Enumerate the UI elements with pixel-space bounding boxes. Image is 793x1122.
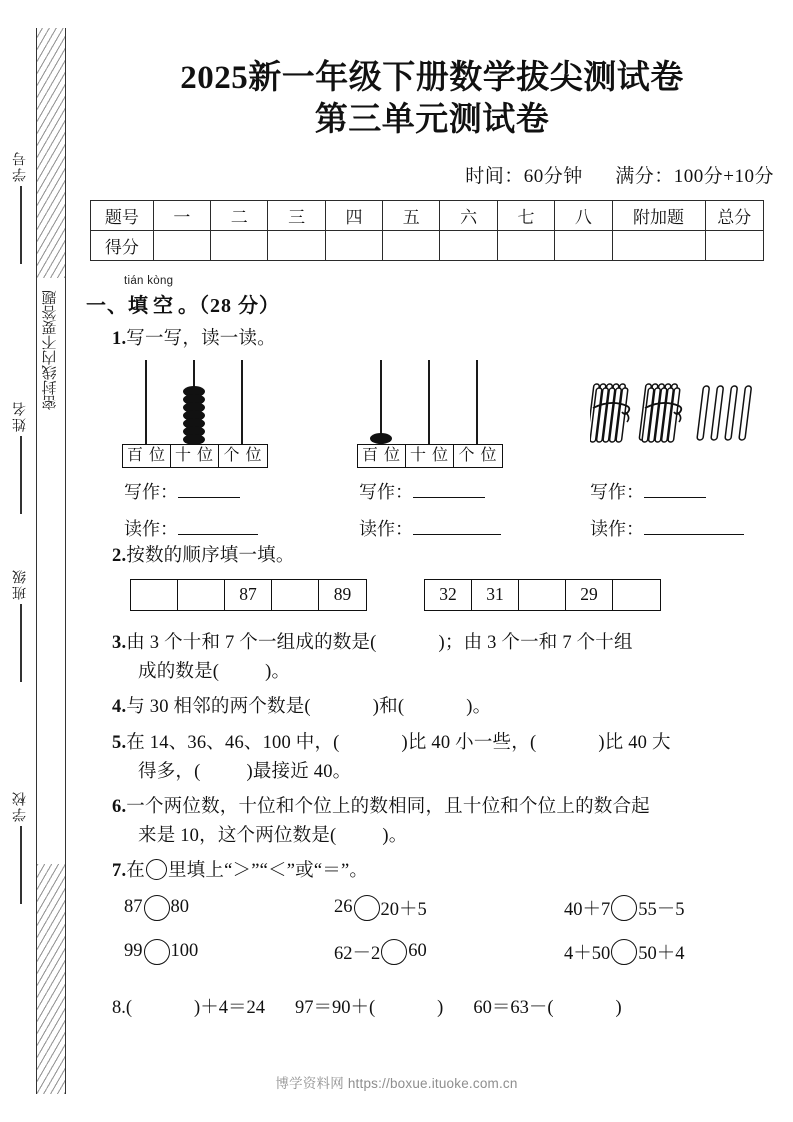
read-label-3: 读作：	[590, 518, 644, 539]
section-one-punct: 。	[178, 294, 199, 317]
write-row-3	[590, 478, 744, 504]
question-1-text: 写一写，读一读。	[126, 328, 276, 349]
score-table-score-row	[91, 230, 764, 260]
strip-left-cell-2[interactable]	[178, 580, 225, 610]
place-label-tens-2: 十 位	[406, 445, 454, 467]
question-5-line1-b: )比 40 小一些，(	[401, 732, 537, 753]
strip-right-cell-3[interactable]	[519, 580, 566, 610]
place-label-ones-2: 个 位	[458, 446, 498, 464]
strip-right-cell-5[interactable]	[613, 580, 660, 610]
strip-left-cell-1[interactable]	[131, 580, 178, 610]
question-4-number: 4.	[112, 697, 127, 718]
compare-circle-r1c2[interactable]	[354, 895, 380, 921]
score-col-4: 四	[325, 200, 382, 230]
rod-ones-1	[241, 360, 243, 444]
place-label-hundreds-2: 百 位	[358, 445, 406, 467]
score-col-extra: 附加题	[612, 200, 705, 230]
compare-item-r1c3	[564, 895, 685, 921]
score-col-7: 七	[497, 200, 554, 230]
question-5-line2-a: 得多，(	[138, 761, 201, 782]
question-6-line-2	[138, 822, 778, 851]
number-strip-right	[424, 579, 661, 611]
compare-circle-r2c1[interactable]	[144, 939, 170, 965]
score-cell-6[interactable]	[440, 230, 497, 260]
place-labels-2	[357, 444, 503, 468]
compare-circle-r1c1[interactable]	[144, 895, 170, 921]
score-cell-5[interactable]	[383, 230, 440, 260]
section-one-name-2: 空	[153, 294, 178, 317]
score-table-header-row	[91, 200, 764, 230]
score-cell-2[interactable]	[211, 230, 268, 260]
write-label-2: 写作：	[359, 481, 413, 502]
question-1-number: 1.	[112, 328, 127, 349]
info-rule-xuehao	[20, 186, 21, 264]
rod-hundreds-1	[145, 360, 147, 444]
rod-hundreds-2	[380, 360, 382, 444]
compare-left-r2c1: 99	[124, 941, 143, 962]
score-cell-3[interactable]	[268, 230, 325, 260]
compare-item-r2c1	[124, 939, 198, 965]
place-label-hundreds-1: 百 位	[123, 445, 171, 467]
compare-right-r1c3: 55－5	[638, 899, 685, 920]
question-5	[112, 729, 778, 787]
write-row-1	[124, 478, 258, 504]
question-3	[112, 629, 778, 687]
footer-watermark: 博学资料网 https://boxue.ituoke.com.cn	[275, 1076, 518, 1091]
compare-left-r1c2: 26	[334, 897, 353, 918]
compare-circle-r1c3[interactable]	[611, 895, 637, 921]
question-5-number: 5.	[112, 732, 127, 753]
question-5-line1-c: )比 40 大	[598, 732, 671, 753]
read-blank-3[interactable]	[644, 520, 744, 535]
strip-right-cell-1: 32	[425, 580, 472, 610]
score-cell-7[interactable]	[497, 230, 554, 260]
write-blank-2[interactable]	[413, 483, 485, 498]
write-read-group-1	[124, 478, 258, 552]
compare-right-r2c1: 100	[170, 941, 199, 962]
strip-right-cell-2: 31	[472, 580, 519, 610]
question-7-text-a: 在	[126, 861, 145, 882]
info-label-xingming: 姓名	[13, 400, 28, 432]
question-2-text: 按数的顺序填一填。	[126, 545, 295, 566]
seal-hatch-top	[37, 28, 65, 278]
score-col-5: 五	[383, 200, 440, 230]
compare-item-r1c2	[334, 895, 427, 921]
question-3-line-2	[138, 658, 778, 687]
stick-bundles-figure	[590, 382, 760, 449]
seal-vertical-text: 密封线内不要答题	[42, 290, 59, 410]
question-8-item1-b: )＋4＝24	[194, 997, 265, 1018]
question-3-number: 3.	[112, 632, 127, 653]
score-table-row-label-defen: 得分	[91, 230, 154, 260]
question-6-line-1: 一个两位数，十位和个位上的数相同，且十位和个位上的数合起	[126, 797, 650, 818]
write-read-group-2	[359, 478, 501, 552]
read-row-3	[590, 515, 744, 541]
question-8-item1-a: (	[125, 997, 133, 1018]
read-label-1: 读作：	[124, 518, 178, 539]
question-1-figures	[112, 360, 778, 540]
score-col-total: 总分	[705, 200, 763, 230]
read-row-1	[124, 515, 258, 541]
info-label-xuehao: 学号	[13, 150, 28, 182]
info-field-xingming[interactable]	[6, 400, 36, 514]
question-7	[112, 857, 778, 886]
question-6-line2-a: 来是 10，这个两位数是(	[138, 826, 337, 847]
compare-left-r1c1: 87	[124, 897, 143, 918]
section-one-title	[86, 289, 280, 318]
page-title-line-2: 第三单元测试卷	[314, 102, 550, 139]
section-one-heading	[86, 274, 778, 321]
score-col-1: 一	[153, 200, 210, 230]
question-5-line-2	[138, 758, 778, 787]
question-7-compare-rows	[112, 895, 778, 983]
strip-left-cell-3: 87	[225, 580, 272, 610]
score-col-6: 六	[440, 200, 497, 230]
sticks-svg	[590, 382, 760, 444]
time-label: 时间：60分钟	[465, 165, 583, 187]
strip-right-cell-4: 29	[566, 580, 613, 610]
score-cell-extra[interactable]	[612, 230, 705, 260]
read-blank-1[interactable]	[178, 520, 258, 535]
write-label-3: 写作：	[590, 481, 644, 502]
question-3-line1-a: 由 3 个十和 7 个一组成的数是(	[126, 632, 377, 653]
section-one-points: （28 分）	[199, 294, 280, 317]
question-8	[112, 993, 778, 1019]
place-label-tens-1: 十 位	[171, 445, 219, 467]
question-6-number: 6.	[112, 797, 127, 818]
strip-left-cell-5: 89	[333, 583, 352, 604]
info-rule-xuexiao	[20, 826, 21, 904]
question-8-item3-a: 60＝63－(	[473, 997, 554, 1018]
score-col-2: 二	[211, 200, 268, 230]
info-rule-banji	[20, 604, 21, 682]
question-8-item2-a: 97＝90＋(	[294, 997, 376, 1018]
exam-content	[86, 0, 778, 1019]
info-rule-xingming	[20, 436, 21, 514]
question-3-line1-b: )；由 3 个一和 7 个十组	[438, 632, 633, 653]
place-label-ones-1: 个 位	[223, 446, 263, 464]
compare-right-r2c3: 50＋4	[638, 943, 685, 964]
compare-item-r2c2	[334, 939, 427, 965]
circle-icon	[146, 859, 167, 880]
score-col-8: 八	[555, 200, 612, 230]
info-field-xuexiao[interactable]	[6, 790, 36, 904]
write-blank-1[interactable]	[178, 483, 240, 498]
score-cell-total[interactable]	[705, 230, 763, 260]
score-col-3: 三	[268, 200, 325, 230]
exam-meta-line	[86, 161, 778, 188]
question-7-number: 7.	[112, 861, 127, 882]
question-8-item3-b: )	[615, 997, 622, 1018]
rod-tens-2	[428, 360, 430, 444]
number-strip-left	[130, 579, 367, 611]
compare-right-r1c1: 80	[170, 897, 189, 918]
question-5-line2-b: )最接近 40。	[246, 761, 352, 782]
seal-hatch-bottom	[37, 864, 65, 1094]
student-info-column	[6, 150, 36, 1000]
read-blank-2[interactable]	[413, 520, 501, 535]
compare-right-r1c2: 20＋5	[380, 899, 427, 920]
question-4-part-c: )。	[466, 697, 492, 718]
question-2-strips	[112, 579, 778, 619]
info-field-xuehao[interactable]	[6, 150, 36, 264]
write-blank-3[interactable]	[644, 483, 706, 498]
score-cell-4[interactable]	[325, 230, 382, 260]
question-8-item2-b: )	[437, 997, 444, 1018]
question-8-number: 8.	[112, 997, 126, 1018]
compare-left-r2c3: 4＋50	[564, 943, 611, 964]
question-6	[112, 793, 778, 851]
info-label-banji: 班级	[13, 568, 28, 600]
question-4	[112, 693, 778, 722]
question-6-line2-b: )。	[382, 826, 408, 847]
page-title-line-1: 2025新一年级下册数学拔尖测试卷	[180, 60, 684, 96]
question-3-line2-b: )。	[265, 662, 291, 683]
write-label-1: 写作：	[124, 481, 178, 502]
compare-circle-r2c3[interactable]	[611, 939, 637, 965]
question-4-part-a: 与 30 相邻的两个数是(	[126, 697, 311, 718]
full-score-label: 满分：100分+10分	[615, 165, 774, 187]
compare-right-r2c2: 60	[408, 941, 427, 962]
question-1	[112, 325, 778, 354]
question-7-text-b: 里填上“＞”“＜”或“＝”。	[167, 861, 369, 882]
compare-left-r2c2: 62－2	[334, 943, 381, 964]
place-labels-1	[122, 444, 268, 468]
pinyin-tiankong: tián kòng	[124, 274, 174, 287]
score-table-row-label-timu: 题号	[91, 200, 154, 230]
score-table	[90, 200, 764, 261]
seal-line-band	[36, 28, 66, 1094]
compare-left-r1c3: 40＋7	[564, 899, 611, 920]
write-row-2	[359, 478, 501, 504]
info-label-xuexiao: 学校	[13, 790, 28, 822]
section-one-name-1: 填	[128, 294, 153, 317]
info-field-banji[interactable]	[6, 568, 36, 682]
compare-item-r2c3	[564, 939, 685, 965]
strip-left-cell-4[interactable]	[272, 580, 319, 610]
question-2-number: 2.	[112, 545, 127, 566]
score-cell-8[interactable]	[555, 230, 612, 260]
question-5-line1-a: 在 14、36、46、100 中，(	[126, 732, 340, 753]
section-one-number: 一、	[86, 294, 128, 317]
question-3-line2-a: 成的数是(	[138, 662, 220, 683]
read-row-2	[359, 515, 501, 541]
question-4-part-b: )和(	[372, 697, 405, 718]
compare-circle-r2c2[interactable]	[381, 939, 407, 965]
read-label-2: 读作：	[359, 518, 413, 539]
compare-item-r1c1	[124, 895, 189, 921]
write-read-group-3	[590, 478, 744, 552]
rod-ones-2	[476, 360, 478, 444]
score-cell-1[interactable]	[153, 230, 210, 260]
